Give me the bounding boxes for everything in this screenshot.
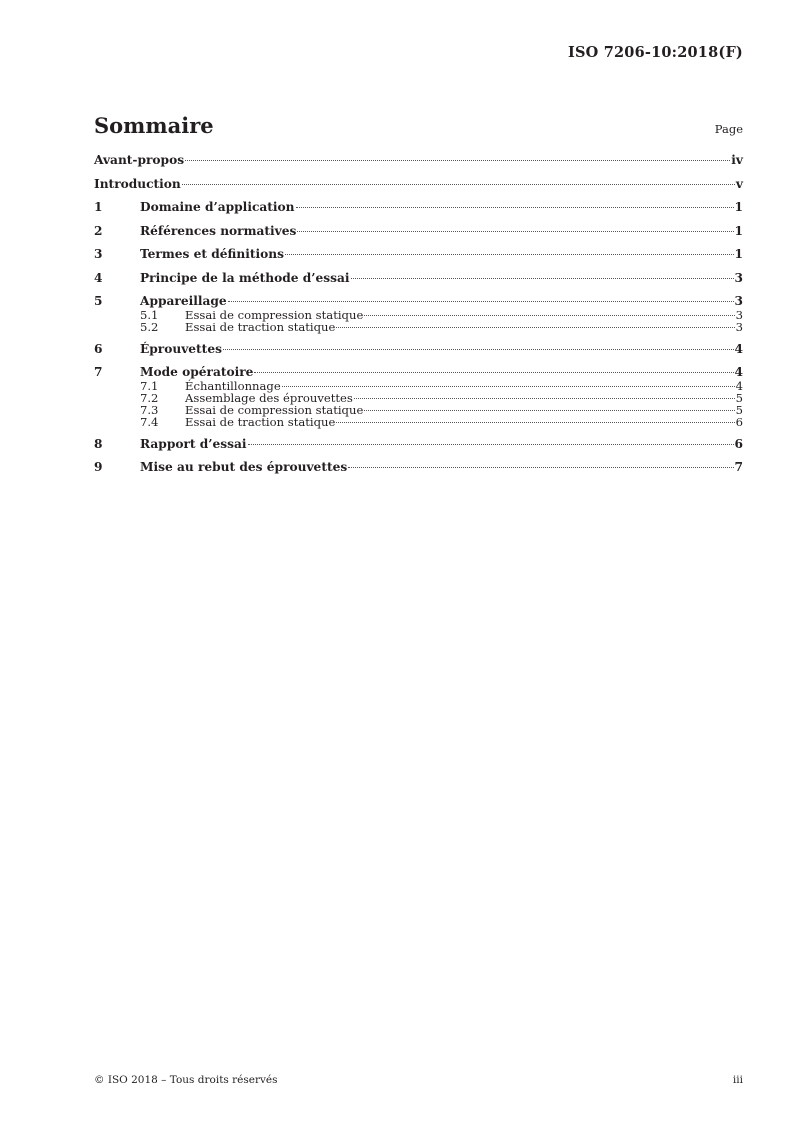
dot-leader	[296, 207, 734, 208]
toc-entry[interactable]	[94, 365, 743, 380]
dot-leader	[336, 422, 734, 423]
toc-entry-title: Assemblage des éprouvettes	[185, 391, 353, 405]
toc-entry-page: v	[735, 176, 743, 191]
page-column-label: Page	[714, 122, 743, 136]
toc-entry-title: Essai de traction statique	[185, 320, 336, 334]
toc-entry[interactable]	[94, 271, 743, 286]
toc-entry-number: 5.1	[140, 308, 159, 322]
toc-title: Sommaire	[94, 113, 214, 138]
document-identifier: ISO 7206-10:2018(F)	[567, 44, 743, 61]
dot-leader	[282, 386, 735, 387]
dot-leader	[348, 467, 733, 468]
toc-entry-page: iv	[731, 153, 743, 167]
toc-entry-number: 3	[94, 247, 103, 261]
toc-entry-number: 7.1	[140, 379, 159, 393]
toc-entry-title: Essai de compression statique	[185, 403, 364, 417]
dot-leader	[182, 184, 735, 185]
toc-entry[interactable]	[94, 294, 743, 309]
dot-leader	[336, 327, 734, 328]
toc-entry-page: 5	[735, 391, 743, 405]
toc-entry-page: 1	[734, 223, 743, 238]
toc-entry-page: 4	[734, 365, 743, 379]
toc-entry-title: Références normatives	[140, 223, 297, 238]
table-of-contents	[94, 153, 743, 475]
page-footer	[94, 1074, 743, 1086]
toc-entry-page: 1	[734, 200, 743, 214]
toc-entry-title: Introduction	[94, 176, 181, 191]
toc-entry-page: 1	[734, 247, 743, 261]
toc-entry-title: Essai de compression statique	[185, 308, 364, 322]
toc-entry-page: 3	[735, 320, 743, 334]
toc-entry[interactable]	[94, 247, 743, 262]
toc-entry-page: 6	[734, 436, 743, 451]
toc-entry-number: 9	[94, 460, 103, 474]
toc-heading-row	[94, 113, 743, 138]
toc-entry[interactable]	[94, 200, 743, 215]
toc-entry-title: Rapport d’essai	[140, 436, 247, 451]
toc-entry[interactable]	[94, 177, 743, 192]
toc-entry-page: 4	[734, 341, 743, 356]
toc-entry[interactable]	[94, 224, 743, 239]
toc-entry-title: Domaine d’application	[140, 200, 295, 214]
dot-leader	[285, 254, 734, 255]
toc-entry-title: Éprouvettes	[140, 341, 222, 356]
toc-entry-page: 3	[734, 270, 743, 285]
toc-entry[interactable]	[94, 460, 743, 475]
toc-entry-title: Termes et définitions	[140, 247, 284, 261]
toc-entry-number: 2	[94, 223, 103, 238]
toc-entry-page: 5	[735, 403, 743, 417]
dot-leader	[223, 349, 734, 350]
dot-leader	[364, 315, 734, 316]
toc-entry-number: 8	[94, 436, 103, 451]
dot-leader	[354, 398, 735, 399]
toc-entry[interactable]	[94, 437, 743, 452]
toc-subentry[interactable]	[94, 321, 743, 333]
dot-leader	[228, 301, 734, 302]
dot-leader	[297, 231, 733, 232]
toc-entry-number: 4	[94, 270, 103, 285]
toc-subentry[interactable]	[94, 416, 743, 428]
toc-entry-number: 7.2	[140, 391, 159, 405]
dot-leader	[351, 278, 734, 279]
toc-entry-page: 3	[734, 294, 743, 308]
toc-entry-number: 5.2	[140, 320, 159, 334]
toc-entry-title: Mise au rebut des éprouvettes	[140, 460, 348, 474]
toc-entry-title: Échantillonnage	[185, 379, 281, 393]
toc-entry-number: 6	[94, 341, 103, 356]
dot-leader	[364, 410, 734, 411]
toc-entry[interactable]	[94, 342, 743, 357]
dot-leader	[185, 160, 730, 161]
toc-entry-page: 3	[735, 308, 743, 322]
dot-leader	[248, 444, 734, 445]
toc-entry-number: 1	[94, 200, 103, 214]
toc-entry-number: 7.4	[140, 415, 159, 429]
toc-entry-title: Avant-propos	[94, 153, 185, 167]
page-number: iii	[732, 1074, 743, 1086]
toc-entry[interactable]	[94, 153, 743, 168]
toc-entry-title: Mode opératoire	[140, 365, 254, 379]
toc-entry-number: 7	[94, 365, 103, 379]
toc-entry-title: Essai de traction statique	[185, 415, 336, 429]
toc-entry-page: 4	[735, 379, 743, 393]
toc-entry-title: Appareillage	[140, 294, 227, 308]
toc-entry-title: Principe de la méthode d’essai	[140, 270, 350, 285]
toc-entry-number: 5	[94, 294, 103, 308]
copyright-notice: © ISO 2018 – Tous droits réservés	[94, 1074, 278, 1086]
toc-entry-number: 7.3	[140, 403, 159, 417]
toc-entry-page: 7	[734, 460, 743, 474]
dot-leader	[254, 372, 733, 373]
toc-entry-page: 6	[735, 415, 743, 429]
